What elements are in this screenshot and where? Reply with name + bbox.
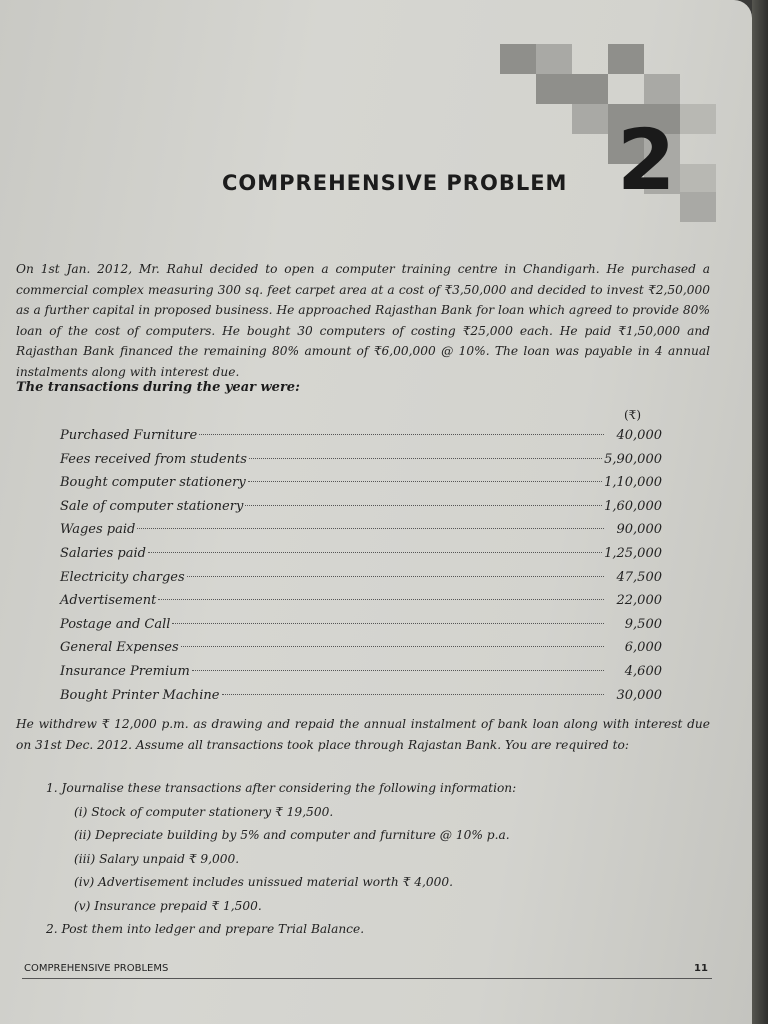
requirement-subitem: (iv) Advertisement includes unissued material worth ₹ 4,000. — [74, 875, 453, 889]
footer-section-name: COMPREHENSIVE PROBLEMS — [24, 963, 169, 974]
dot-leader — [248, 481, 602, 482]
transaction-label: General Expenses — [60, 640, 179, 656]
transaction-amount: 47,500 — [616, 569, 662, 585]
page-edge-shadow — [752, 0, 768, 1024]
transaction-row — [60, 499, 662, 523]
requirement-subitem: (i) Stock of computer stationery ₹ 19,500. — [74, 804, 334, 819]
transaction-amount: 22,000 — [616, 593, 662, 609]
requirement-subitem: (ii) Depreciate building by 5% and computer and furniture @ 10% p.a. — [74, 828, 510, 842]
transaction-row — [60, 475, 662, 499]
chapter-title: COMPREHENSIVE PROBLEM — [222, 171, 568, 195]
dot-leader — [222, 694, 605, 695]
transaction-row — [60, 617, 662, 641]
transaction-amount: 30,000 — [616, 687, 662, 703]
dot-leader — [249, 458, 602, 459]
dot-leader — [172, 623, 604, 624]
transaction-label: Insurance Premium — [60, 663, 190, 679]
transaction-row — [60, 593, 662, 617]
transaction-label: Postage and Call — [60, 616, 171, 632]
transaction-amount: 6,000 — [624, 640, 662, 656]
transactions-heading: The transactions during the year were: — [16, 380, 300, 395]
transaction-label: Bought Printer Machine — [60, 687, 220, 703]
dot-leader — [245, 505, 602, 506]
intro-paragraph: On 1st Jan. 2012, Mr. Rahul decided to open a computer training centre in Chandigarh. He purchased a commercial complex measuring 300 sq. feet carpet area at a cost of ₹3,50,000 and decided to invest ₹2,50,000 as a further capital in proposed business. He approached Rajasthan Bank for loan which agreed to provide 80% loan of the cost of computers. He bought 30 computers of costing ₹25,000 each. He paid ₹1,50,000 and Rajasthan Bank financed the remaining 80% amount of ₹6,00,000 @ 10%. The loan was payable in 4 annual instalments along with interest due. — [16, 262, 710, 379]
transaction-row — [60, 570, 662, 594]
requirement-item-2: 2. Post them into ledger and prepare Trial Balance. — [46, 922, 365, 936]
closing-paragraph: He withdrew ₹ 12,000 p.m. as drawing and repaid the annual instalment of bank loan along with interest due on 31st Dec. 2012. Assume all transactions took place through Rajastan Bank. You are required to: — [16, 717, 710, 752]
transaction-label: Fees received from students — [60, 451, 247, 467]
transaction-row — [60, 522, 662, 546]
transaction-row — [60, 688, 662, 712]
dot-leader — [158, 599, 604, 600]
dot-leader — [187, 576, 604, 577]
dot-leader — [192, 670, 604, 671]
transaction-amount: 9,500 — [624, 616, 662, 632]
transaction-amount: 90,000 — [616, 522, 662, 538]
transaction-label: Bought computer stationery — [60, 475, 246, 491]
transaction-amount: 1,60,000 — [604, 498, 662, 514]
transaction-row — [60, 428, 662, 452]
page-number: 11 — [694, 963, 708, 974]
transaction-label: Salaries paid — [60, 545, 146, 561]
transaction-label: Advertisement — [60, 593, 157, 609]
transaction-amount: 4,600 — [624, 663, 662, 679]
dot-leader — [181, 646, 604, 647]
transaction-label: Wages paid — [60, 522, 136, 538]
dot-leader — [137, 528, 604, 529]
transaction-label: Purchased Furniture — [60, 428, 198, 443]
transaction-row — [60, 546, 662, 570]
transaction-amount: 40,000 — [616, 428, 662, 443]
transaction-label: Sale of computer stationery — [60, 498, 244, 514]
transaction-label: Electricity charges — [60, 569, 185, 585]
footer-divider — [22, 978, 712, 979]
transaction-amount: 1,25,000 — [604, 545, 662, 561]
chapter-number: 2 — [617, 111, 676, 209]
requirement-item-1: 1. Journalise these transactions after considering the following information: — [46, 781, 517, 795]
transaction-row — [60, 664, 662, 688]
requirement-subitem: (v) Insurance prepaid ₹ 1,500. — [74, 898, 262, 913]
transactions-list — [60, 428, 662, 711]
transaction-amount: 1,10,000 — [604, 475, 662, 491]
currency-unit: (₹) — [624, 408, 641, 422]
transaction-row — [60, 640, 662, 664]
dot-leader — [199, 434, 604, 435]
transaction-amount: 5,90,000 — [604, 451, 662, 467]
requirements-list — [46, 777, 686, 942]
transaction-row — [60, 452, 662, 476]
dot-leader — [148, 552, 602, 553]
requirement-subitem: (iii) Salary unpaid ₹ 9,000. — [74, 851, 240, 866]
